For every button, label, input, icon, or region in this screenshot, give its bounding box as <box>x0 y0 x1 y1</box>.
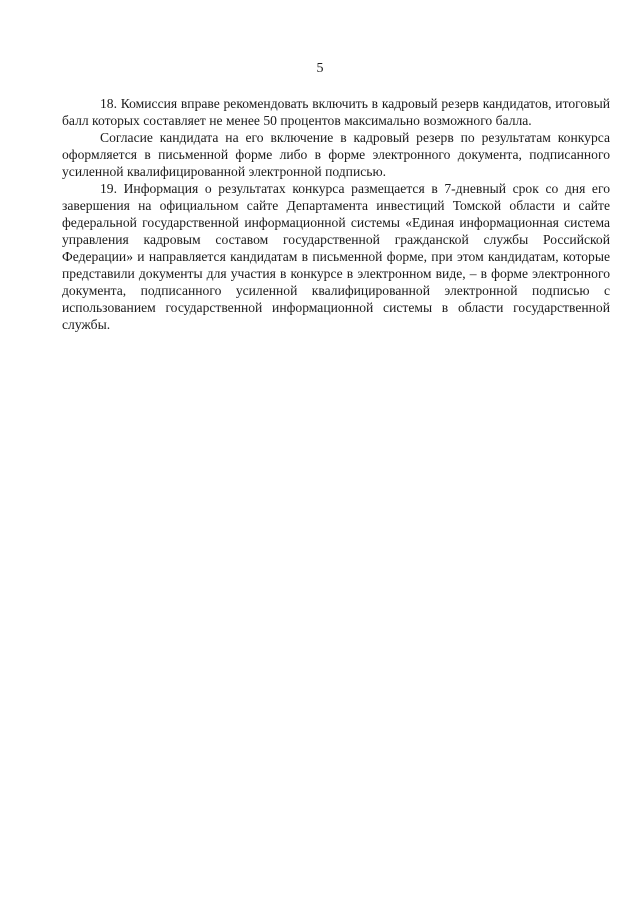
document-body <box>62 95 610 333</box>
paragraph-18: 18. Комиссия вправе рекомендовать включить в кадровый резерв кандидатов, итоговый балл которых составляет не менее 50 процентов максимально возможного балла. <box>62 96 610 128</box>
page-number: 5 <box>316 61 324 76</box>
paragraph-19: 19. Информация о результатах конкурса размещается в 7-дневный срок со дня его завершения на официальном сайте Департамента инвестиций Томской области и сайте федеральной государственной информационной системы «Единая информационная система управления кадровым составом государственной гражданской службы Российской Федерации» и направляется кандидатам в письменной форме, при этом кандидатам, которые представили документы для участия в конкурсе в электронном виде, – в форме электронного документа, подписанного усиленной квалифицированной электронной подписью с использованием государственной информационной системы в области государственной службы. <box>62 181 610 332</box>
paragraph-consent: Согласие кандидата на его включение в кадровый резерв по результатам конкурса оформляется в письменной форме либо в форме электронного документа, подписанного усиленной квалифицированной электронной подписью. <box>62 130 610 179</box>
